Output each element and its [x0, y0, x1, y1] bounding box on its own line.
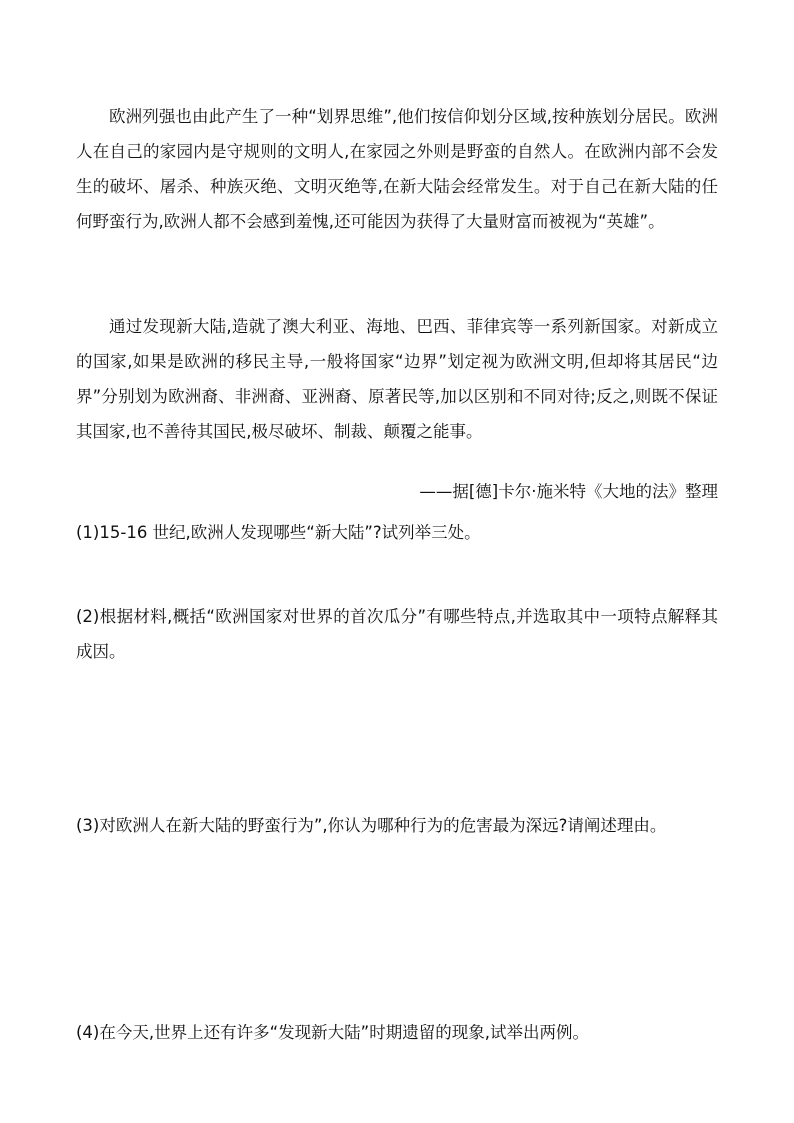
question-1: (1)15-16 世纪,欧洲人发现哪些“新大陆”?试列举三处。: [76, 523, 481, 542]
material-source: ——据[德]卡尔·施米特《大地的法》整理: [419, 482, 718, 501]
question-3: (3)对欧洲人在新大陆的野蛮行为”,你认为哪种行为的危害最为深远?请阐述理由。: [76, 816, 667, 835]
material-paragraph-2: 通过发现新大陆,造就了澳大利亚、海地、巴西、菲律宾等一系列新国家。对新成立的国家,如果是欧洲的移民主导,一般将国家“边界”划定视为欧洲文明,但却将其居民“边界”分别划为欧洲裔、非洲裔、亚洲裔、原著民等,加以区别和不同对待;反之,则既不保证其国家,也不善待其国民,极尽破坏、制裁、颠覆之能事。: [76, 317, 718, 441]
question-2: (2)根据材料,概括“欧洲国家对世界的首次瓜分”有哪些特点,并选取其中一项特点解释其成因。: [76, 607, 718, 661]
document-page: [76, 0, 718, 1123]
material-paragraph-1: 欧洲列强也由此产生了一种“划界思维”,他们按信仰划分区域,按种族划分居民。欧洲人在自己的家园内是守规则的文明人,在家园之外则是野蛮的自然人。在欧洲内部不会发生的破坏、屠杀、种族灭绝、文明灭绝等,在新大陆会经常发生。对于自己在新大陆的任何野蛮行为,欧洲人都不会感到羞愧,还可能因为获得了大量财富而被视为“英雄”。: [76, 107, 718, 231]
question-4: (4)在今天,世界上还有许多“发现新大陆”时期遗留的现象,试举出两例。: [76, 1023, 589, 1042]
